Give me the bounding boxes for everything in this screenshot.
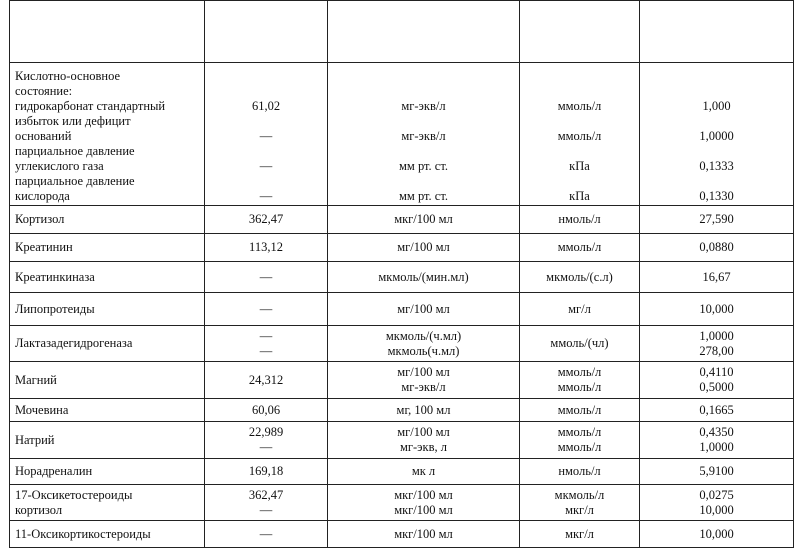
cell-line: мг/100 мл xyxy=(397,240,450,254)
cell-conversion-factor xyxy=(640,293,794,326)
cell-line: 0,4350 xyxy=(699,425,734,439)
cell-line xyxy=(328,69,519,84)
cell-line: мкмоль/(с.л) xyxy=(546,269,613,284)
table-row xyxy=(10,234,794,262)
cell-line xyxy=(520,84,639,99)
cell-line: 0,1333 xyxy=(699,159,734,173)
cell-line: 0,0275 xyxy=(699,487,734,502)
cell-line xyxy=(640,144,793,159)
cell-line: Магний xyxy=(15,372,57,387)
header-cell-mass xyxy=(205,1,328,63)
cell-line xyxy=(640,84,793,99)
cell-line xyxy=(640,114,793,129)
cell-line: кПа xyxy=(569,159,590,173)
cell-molecular-mass xyxy=(205,362,328,399)
cell-line: 22,989 xyxy=(248,425,284,439)
cell-molecular-mass xyxy=(205,459,328,485)
table-row xyxy=(10,521,794,548)
cell-conversion-factor xyxy=(640,521,794,548)
cell-conversion-factor xyxy=(640,399,794,422)
cell-line: 1,000 xyxy=(702,99,731,113)
cell-molecular-mass xyxy=(205,326,328,362)
cell-line: ммоль/л xyxy=(557,129,602,143)
cell-molecular-mass xyxy=(205,293,328,326)
table-row xyxy=(10,362,794,399)
cell-old-unit xyxy=(328,293,520,326)
cell-line: 27,590 xyxy=(699,212,734,226)
cell-line: — xyxy=(259,328,273,343)
cell-si-unit xyxy=(520,293,640,326)
cell-si-unit xyxy=(520,234,640,262)
cell-line: парциальное давление xyxy=(15,174,135,188)
cell-line: Липопротеиды xyxy=(15,301,95,316)
cell-conversion-factor xyxy=(640,326,794,362)
cell-line xyxy=(328,174,519,189)
cell-molecular-mass xyxy=(205,262,328,293)
header-cell-si-unit xyxy=(520,1,640,63)
cell-line xyxy=(205,174,327,189)
cell-si-unit xyxy=(520,459,640,485)
cell-substance xyxy=(10,399,205,422)
cell-substance xyxy=(10,459,205,485)
cell-line: мкг/100 мл xyxy=(394,502,453,517)
cell-si-unit xyxy=(520,485,640,521)
cell-conversion-factor xyxy=(640,422,794,459)
cell-conversion-factor xyxy=(640,459,794,485)
cell-line xyxy=(640,69,793,84)
cell-old-unit xyxy=(328,326,520,362)
cell-si-unit xyxy=(520,399,640,422)
cell-molecular-mass xyxy=(205,521,328,548)
cell-line: Кислотно-основное xyxy=(15,69,121,83)
cell-line: мкмоль/(ч.мл) xyxy=(385,328,462,343)
cell-line: кПа xyxy=(569,189,590,203)
cell-substance xyxy=(10,293,205,326)
cell-line: — xyxy=(259,129,273,143)
cell-line xyxy=(205,69,327,84)
cell-old-unit xyxy=(328,234,520,262)
cell-old-unit xyxy=(328,459,520,485)
table-row xyxy=(10,206,794,234)
cell-line xyxy=(520,144,639,159)
cell-conversion-factor xyxy=(640,206,794,234)
cell-line xyxy=(205,84,327,99)
cell-substance xyxy=(10,234,205,262)
cell-line: мг/100 мл xyxy=(397,365,450,379)
cell-line: 11-Оксикортикостероиды xyxy=(15,526,151,541)
cell-line: — xyxy=(259,502,273,517)
cell-molecular-mass xyxy=(205,485,328,521)
cell-line: мг-экв/л xyxy=(401,99,446,113)
cell-line: Креатинкиназа xyxy=(15,269,95,284)
table-row xyxy=(10,326,794,362)
cell-line: мг/100 мл xyxy=(397,425,450,439)
cell-line: — xyxy=(259,159,273,173)
cell-line xyxy=(640,174,793,189)
cell-line: — xyxy=(259,343,273,358)
units-conversion-table xyxy=(9,0,794,548)
cell-line: Натрий xyxy=(15,432,55,447)
cell-si-unit xyxy=(520,362,640,399)
cell-substance xyxy=(10,326,205,362)
cell-substance xyxy=(10,485,205,521)
cell-line: ммоль/л xyxy=(557,425,602,439)
cell-line: гидрокарбонат стандартный xyxy=(15,99,166,113)
cell-line xyxy=(205,114,327,129)
table-body xyxy=(10,1,794,548)
cell-line: — xyxy=(259,301,273,316)
cell-line: кортизол xyxy=(15,502,63,517)
table-row xyxy=(10,399,794,422)
cell-line: Кортизол xyxy=(15,212,65,226)
table-row xyxy=(10,485,794,521)
cell-old-unit xyxy=(328,399,520,422)
cell-line: нмоль/л xyxy=(558,212,601,226)
cell-line: — xyxy=(259,440,273,454)
cell-line: 1,0000 xyxy=(699,328,734,343)
cell-line: мг-экв/л xyxy=(401,380,446,394)
cell-line: мг-экв, л xyxy=(399,440,448,454)
cell-line: кислорода xyxy=(15,189,70,203)
cell-line: мкг/100 мл xyxy=(394,212,453,226)
cell-line: 362,47 xyxy=(248,487,284,502)
cell-line: ммоль/л xyxy=(557,365,602,379)
cell-line: 5,9100 xyxy=(699,464,734,478)
cell-line: Мочевина xyxy=(15,402,69,417)
cell-substance xyxy=(10,521,205,548)
cell-line: мкг/100 мл xyxy=(394,526,453,541)
cell-line: мг/100 мл xyxy=(397,301,450,316)
cell-conversion-factor xyxy=(640,63,794,206)
cell-line: 362,47 xyxy=(248,212,284,226)
table-row xyxy=(10,422,794,459)
cell-line: 0,1665 xyxy=(699,402,734,417)
table-row xyxy=(10,459,794,485)
cell-line: оснований xyxy=(15,129,72,143)
cell-molecular-mass xyxy=(205,63,328,206)
cell-si-unit xyxy=(520,206,640,234)
cell-old-unit xyxy=(328,262,520,293)
cell-old-unit xyxy=(328,521,520,548)
cell-line: ммоль/(чл) xyxy=(550,336,609,350)
table-row xyxy=(10,63,794,206)
cell-line: ммоль/л xyxy=(557,402,602,417)
cell-line: мм рт. ст. xyxy=(399,159,448,173)
cell-line: 0,0880 xyxy=(699,240,734,254)
cell-line: 16,67 xyxy=(702,269,731,284)
cell-line: 278,00 xyxy=(699,343,734,358)
cell-line: — xyxy=(259,526,273,541)
cell-substance xyxy=(10,422,205,459)
cell-line: ммоль/л xyxy=(557,240,602,254)
cell-line: 10,000 xyxy=(699,301,734,316)
cell-line: 10,000 xyxy=(699,502,734,517)
cell-molecular-mass xyxy=(205,206,328,234)
cell-si-unit xyxy=(520,262,640,293)
cell-line: 60,06 xyxy=(251,402,281,417)
cell-line: 0,1330 xyxy=(699,189,734,203)
cell-line xyxy=(520,174,639,189)
cell-old-unit xyxy=(328,485,520,521)
cell-conversion-factor xyxy=(640,362,794,399)
table-row xyxy=(10,293,794,326)
cell-line: парциальное давление xyxy=(15,144,135,158)
cell-si-unit xyxy=(520,521,640,548)
cell-line: мкмоль(ч.мл) xyxy=(387,343,460,358)
header-row xyxy=(10,1,794,63)
header-cell-factor xyxy=(640,1,794,63)
cell-line xyxy=(205,144,327,159)
cell-line xyxy=(328,114,519,129)
header-cell-name xyxy=(10,1,205,63)
cell-conversion-factor xyxy=(640,234,794,262)
header-cell-old-unit xyxy=(328,1,520,63)
cell-line: мм рт. ст. xyxy=(399,189,448,203)
cell-line: углекислого газа xyxy=(15,159,104,173)
cell-line: Норадреналин xyxy=(15,464,93,478)
cell-line: 10,000 xyxy=(699,526,734,541)
cell-line: 0,4110 xyxy=(699,365,734,379)
cell-conversion-factor xyxy=(640,485,794,521)
cell-line: мкг/100 мл xyxy=(394,487,453,502)
cell-line: 61,02 xyxy=(251,99,281,113)
cell-line: ммоль/л xyxy=(557,380,602,394)
cell-line xyxy=(520,114,639,129)
cell-line: состояние: xyxy=(15,84,73,98)
cell-line: мг-экв/л xyxy=(401,129,446,143)
cell-line xyxy=(328,84,519,99)
cell-line: 113,12 xyxy=(249,240,283,254)
cell-line: 17-Оксикетостероиды xyxy=(15,487,133,502)
cell-line: мкмоль/л xyxy=(554,487,605,502)
cell-substance xyxy=(10,206,205,234)
cell-line: мкмоль/(мин.мл) xyxy=(378,269,469,284)
cell-old-unit xyxy=(328,422,520,459)
cell-line: избыток или дефицит xyxy=(15,114,131,128)
cell-si-unit xyxy=(520,326,640,362)
cell-line xyxy=(520,69,639,84)
cell-old-unit xyxy=(328,206,520,234)
cell-line: 24,312 xyxy=(248,372,284,387)
cell-substance xyxy=(10,362,205,399)
cell-conversion-factor xyxy=(640,262,794,293)
cell-line: ммоль/л xyxy=(557,99,602,113)
cell-line: мг, 100 мл xyxy=(396,402,451,417)
cell-line: нмоль/л xyxy=(558,464,601,478)
cell-line: мкг/л xyxy=(565,526,594,541)
cell-line: 1,0000 xyxy=(699,129,734,143)
cell-line: мк л xyxy=(411,464,436,478)
cell-old-unit xyxy=(328,362,520,399)
cell-line: — xyxy=(259,269,273,284)
cell-line: Креатинин xyxy=(15,240,73,254)
cell-line: мкг/л xyxy=(565,502,594,517)
cell-line: 1,0000 xyxy=(699,440,734,454)
cell-molecular-mass xyxy=(205,422,328,459)
cell-line: 0,5000 xyxy=(699,380,734,394)
cell-line: — xyxy=(259,189,273,203)
cell-line: 169,18 xyxy=(248,464,284,478)
cell-line: мг/л xyxy=(568,301,591,316)
cell-line: ммоль/л xyxy=(557,440,602,454)
cell-molecular-mass xyxy=(205,399,328,422)
cell-molecular-mass xyxy=(205,234,328,262)
cell-old-unit xyxy=(328,63,520,206)
cell-line xyxy=(328,144,519,159)
cell-si-unit xyxy=(520,63,640,206)
cell-line: Лактазадегидрогеназа xyxy=(15,336,133,350)
cell-si-unit xyxy=(520,422,640,459)
table-row xyxy=(10,262,794,293)
cell-substance xyxy=(10,63,205,206)
cell-substance xyxy=(10,262,205,293)
